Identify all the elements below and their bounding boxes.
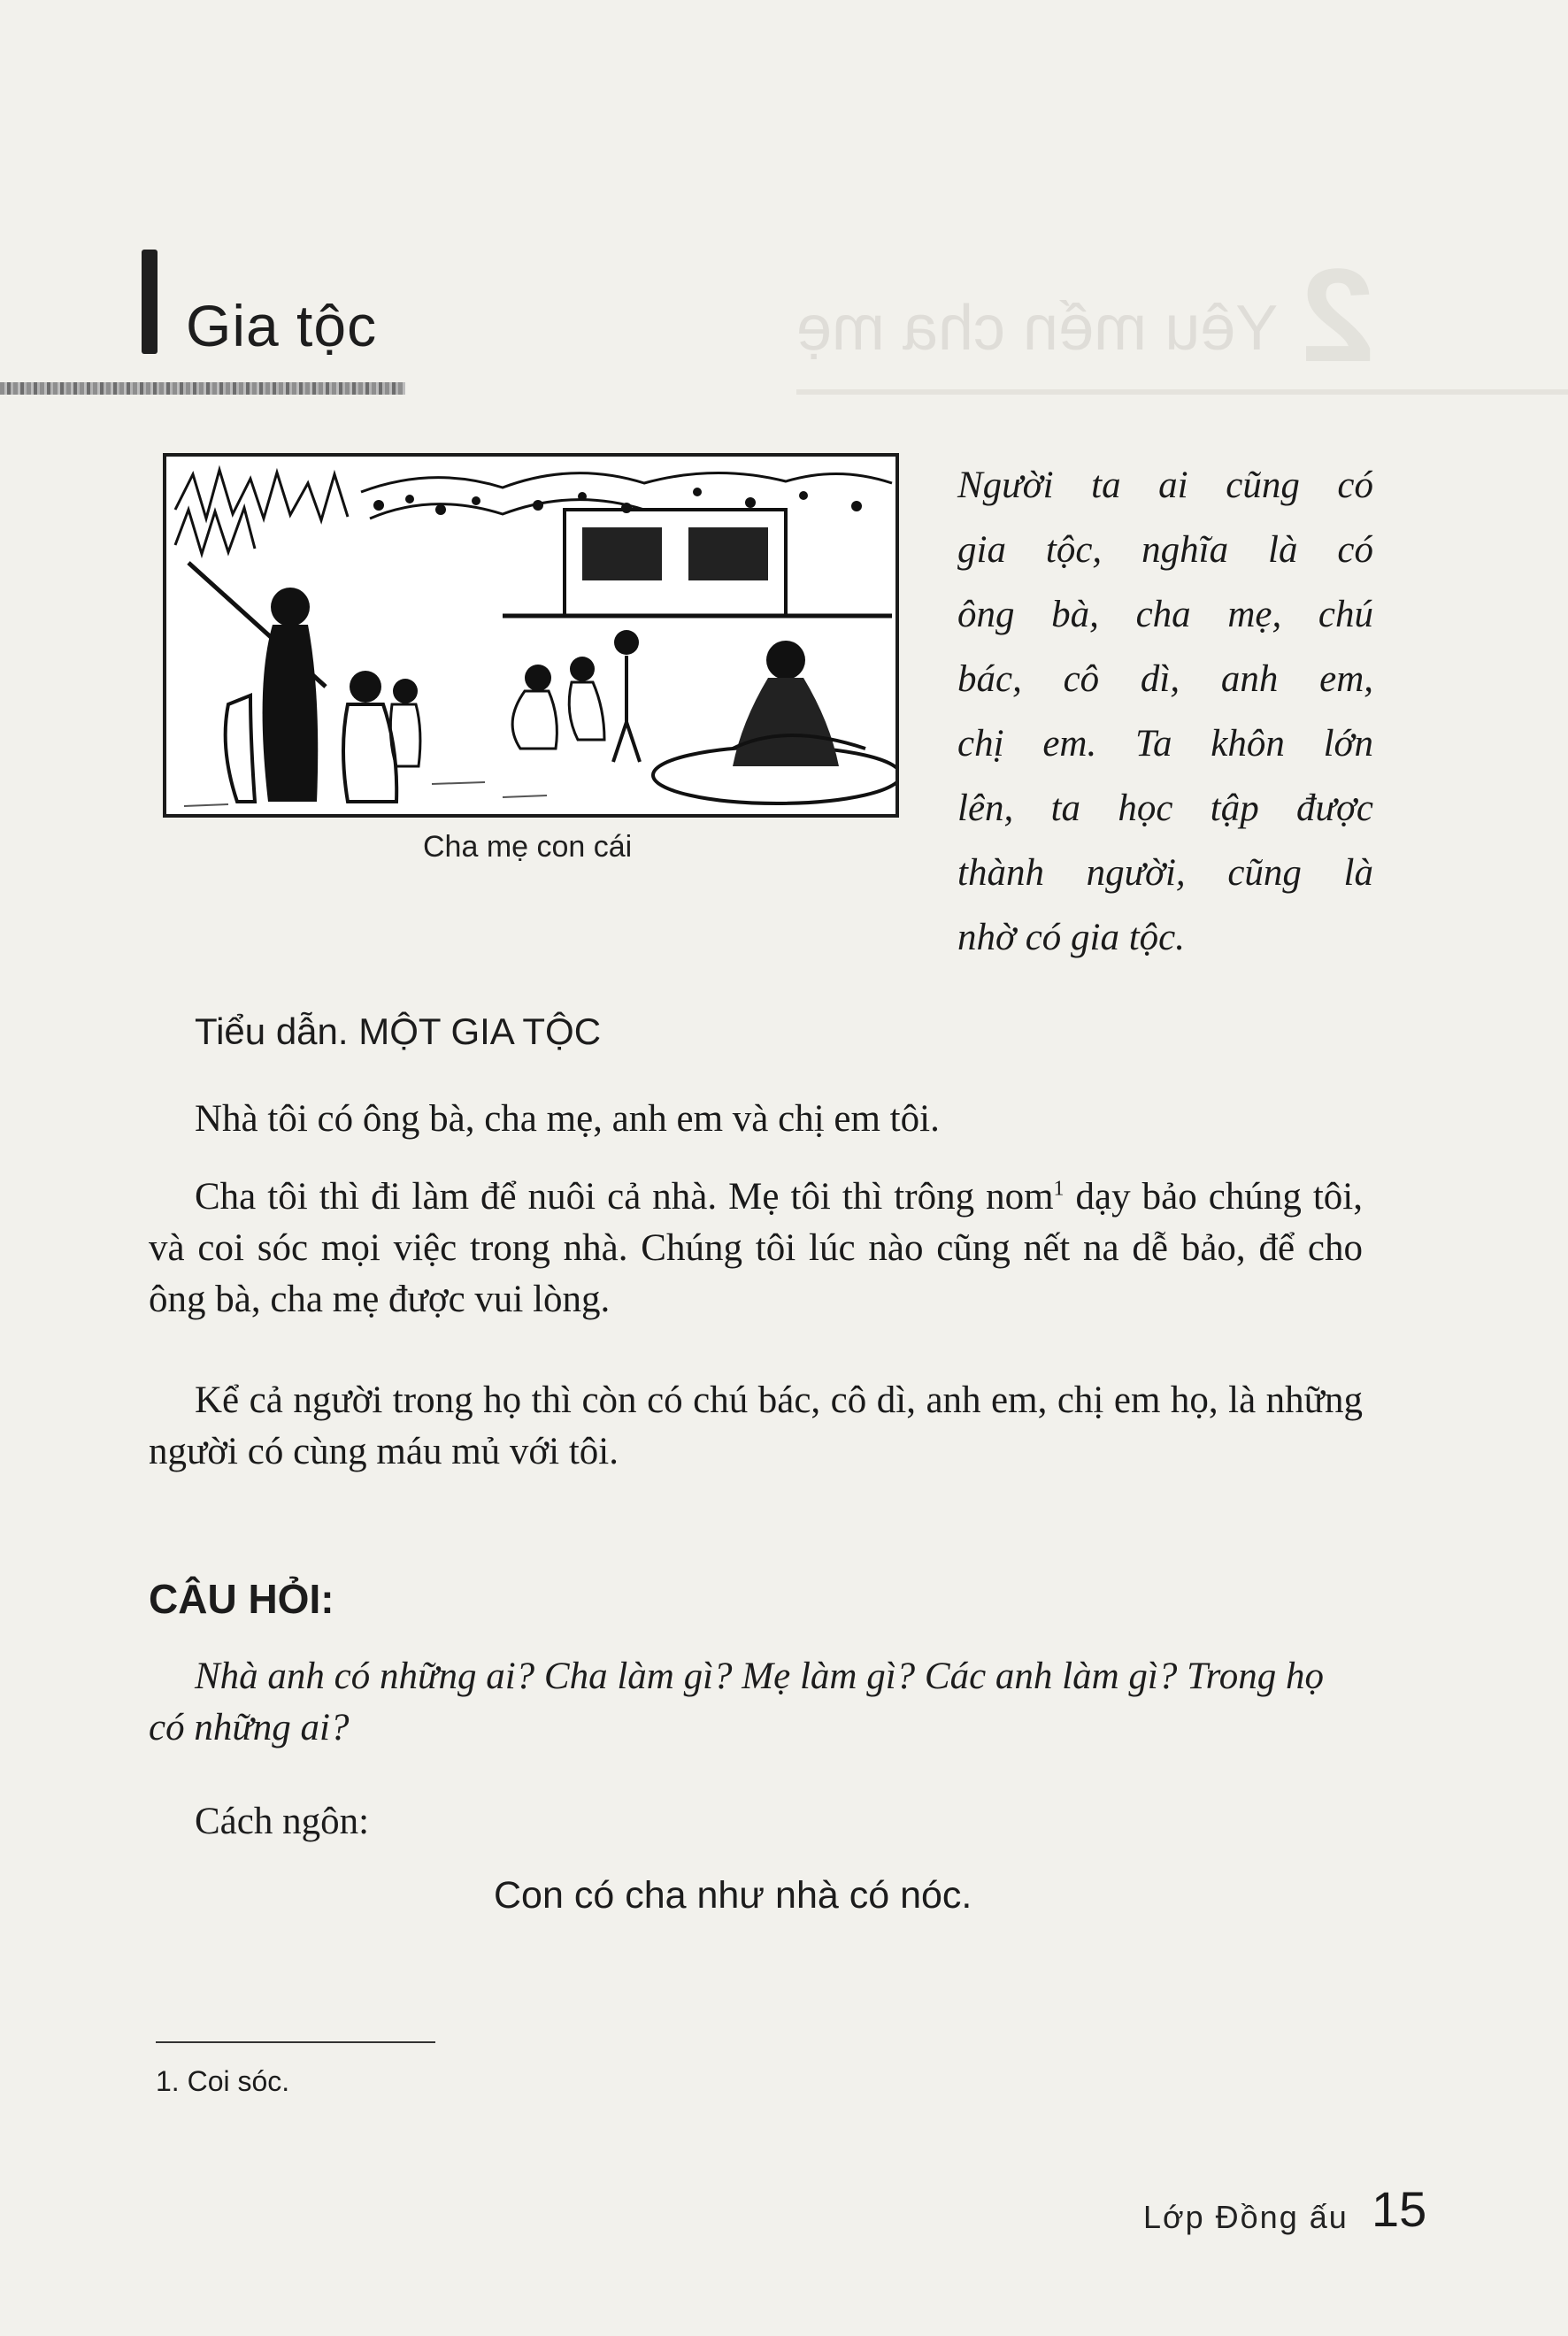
saying-text: Con có cha như nhà có nóc. — [494, 1874, 972, 1917]
lesson-paragraph-2-part-a: Cha tôi thì đi làm để nuôi cả nhà. Mẹ tôi thì trông nom — [195, 1176, 1054, 1218]
saying-label: Cách ngôn: — [195, 1801, 370, 1842]
chapter-title: Gia tộc — [186, 293, 378, 358]
footnote-rule — [156, 2041, 435, 2043]
reverse-page-title: Yêu mến cha mẹ — [796, 293, 1279, 364]
intro-line: nhờ có gia tộc. — [957, 917, 1186, 958]
illustration-caption: Cha mẹ con cái — [423, 830, 633, 864]
lesson-paragraph-1: Nhà tôi có ông bà, cha mẹ, anh em và chị em tôi. — [195, 1098, 940, 1140]
intro-line: chị em. Ta khôn lớn — [957, 723, 1373, 765]
lesson-paragraph-2-part-b: dạy bảo chúng tôi, và coi sóc mọi việc trong nhà. Chúng tôi lúc nào cũng nết na dễ bảo, để cho ông bà, cha mẹ được vui lòng. — [149, 1176, 1363, 1320]
intro-line: lên, ta học tập được — [957, 788, 1373, 829]
family-illustration — [163, 453, 899, 818]
intro-line: gia tộc, nghĩa là có — [957, 529, 1373, 571]
reverse-page-number: 2 — [1301, 241, 1375, 389]
family-illustration-drawing — [166, 457, 895, 814]
intro-passage — [957, 453, 1373, 970]
footer-book-title: Lớp Đồng ấu — [1143, 2199, 1349, 2235]
lesson-paragraph-2 — [149, 1172, 1363, 1326]
questions-heading: CÂU HỎI: — [149, 1576, 334, 1622]
reverse-page-rule — [796, 389, 1568, 395]
chapter-number-marker — [142, 250, 158, 354]
questions-text: Nhà anh có những ai? Cha làm gì? Mẹ làm gì? Các anh làm gì? Trong họ có những ai? — [149, 1656, 1325, 1748]
intro-line: bác, cô dì, anh em, — [957, 658, 1373, 700]
lesson-heading: Tiểu dẫn. MỘT GIA TỘC — [195, 1010, 602, 1052]
footnote: 1. Coi sóc. — [156, 2065, 290, 2097]
intro-line: Người ta ai cũng có — [957, 465, 1373, 506]
intro-line: thành người, cũng là — [957, 852, 1373, 894]
intro-line: ông bà, cha mẹ, chú — [957, 594, 1373, 635]
footnote-ref: 1 — [1053, 1177, 1065, 1201]
chapter-rule — [0, 382, 405, 395]
lesson-paragraph-3: Kể cả người trong họ thì còn có chú bác, cô dì, anh em, chị em họ, là những người có cùng máu mủ với tôi. — [149, 1379, 1363, 1472]
page-number: 15 — [1372, 2181, 1427, 2237]
